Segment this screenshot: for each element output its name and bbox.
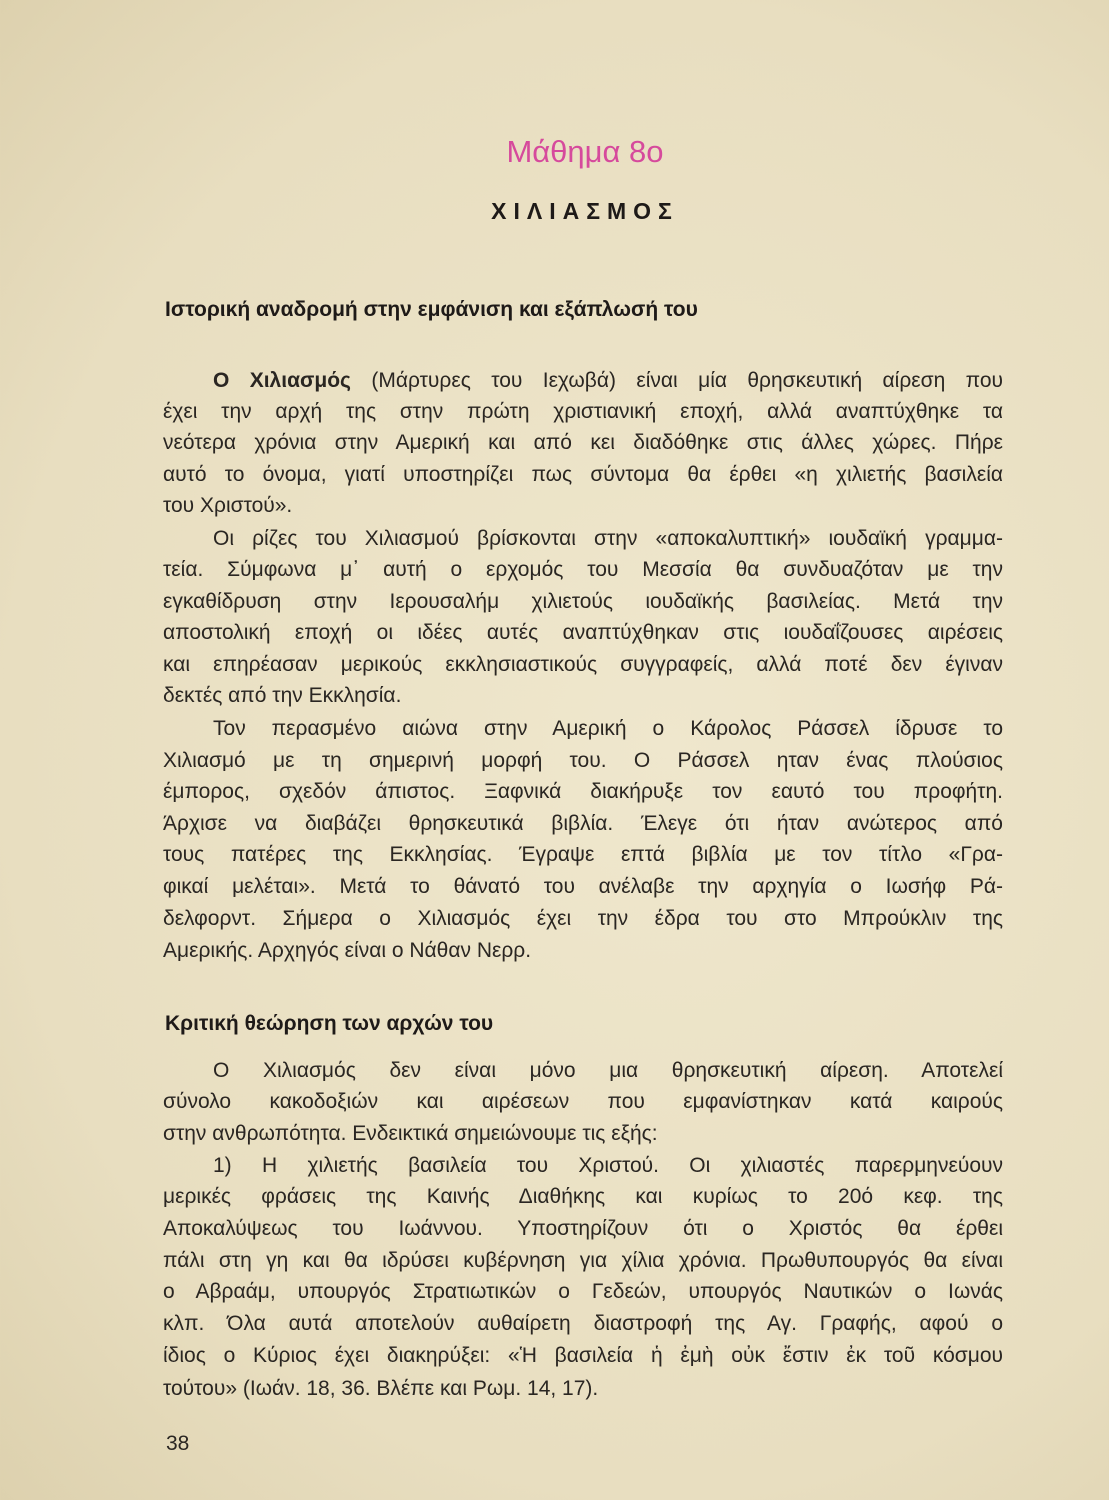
text-line: εγκαθίδρυση στην Ιερουσαλήμ χιλιετούς ιουδαϊκής βασιλείας. Μετά την [163,590,1003,613]
text-line: Αποκαλύψεως του Ιωάννου. Υποστηρίζουν ότι ο Χριστός θα έρθει [163,1217,1003,1240]
text-line: δεκτές από την Εκκλησία. [163,684,402,707]
text-line: ο Αβραάμ, υπουργός Στρατιωτικών ο Γεδεών, υπουργός Ναυτικών ο Ιωνάς [163,1280,1003,1303]
text-line: τους πατέρες της Εκκλησίας. Έγραψε επτά βιβλία με τον τίτλο «Γρα- [163,843,1003,866]
text-line: Άρχισε να διαβάζει θρησκευτικά βιβλία. Έλεγε ότι ήταν ανώτερος από [163,812,1003,835]
text-line: Ο Χιλιασμός δεν είναι μόνο μια θρησκευτική αίρεση. Αποτελεί [213,1059,1003,1082]
line-text: (Μάρτυρες του Ιεχωβά) είναι μία θρησκευτική αίρεση που [350,369,1003,392]
text-line: Χιλιασμό με τη σημερινή μορφή του. Ο Ράσσελ ηταν ένας πλούσιος [163,749,1003,772]
section-heading-critique: Κριτική θεώρηση των αρχών του [165,1012,494,1035]
lesson-title: Μάθημα 8ο [506,134,664,169]
text-line: τεία. Σύμφωνα μ᾽ αυτή ο ερχομός του Μεσσία θα συνδυαζόταν με την [163,558,1003,581]
text-line: ίδιος ο Κύριος έχει διακηρύξει: «Ἡ βασιλεία ἡ ἐμὴ οὐκ ἔστιν ἐκ τοῦ κόσμου [163,1344,1003,1367]
text-line: πάλι στη γη και θα ιδρύσει κυβέρνηση για χίλια χρόνια. Πρωθυπουργός θα είναι [163,1249,1003,1272]
text-line: του Χριστού». [163,494,293,517]
text-line: δελφορντ. Σήμερα ο Χιλιασμός έχει την έδρα του στο Μπρούκλιν της [163,907,1003,930]
page-number: 38 [166,1432,190,1455]
text-line: νεότερα χρόνια στην Αμερική και από κει διαδόθηκε στις άλλες χώρες. Πήρε [163,431,1003,454]
text-line: έχει την αρχή της στην πρώτη χριστιανική εποχή, αλλά αναπτύχθηκε τα [163,400,1003,423]
text-line: φικαί μελέται». Μετά το θάνατό του ανέλαβε την αρχηγία ο Ιωσήφ Ρά- [163,875,1003,898]
text-line: στην ανθρωπότητα. Ενδεικτικά σημειώνουμε τις εξής: [163,1122,658,1145]
chapter-title: ΧΙΛΙΑΣΜΟΣ [491,198,679,224]
text-line: και επηρέασαν μερικούς εκκλησιαστικούς συγγραφείς, αλλά ποτέ δεν έγιναν [163,653,1003,676]
text-line: κλπ. Όλα αυτά αποτελούν αυθαίρετη διαστροφή της Αγ. Γραφής, αφού ο [163,1312,1003,1335]
text-line: αποστολική εποχή οι ιδέες αυτές αναπτύχθηκαν στις ιουδαΐζουσες αιρέσεις [163,621,1003,644]
text-line: Τον περασμένο αιώνα στην Αμερική ο Κάρολος Ράσσελ ίδρυσε το [213,717,1003,740]
text-line: σύνολο κακοδοξιών και αιρέσεων που εμφανίστηκαν κατά καιρούς [163,1090,1003,1113]
section-heading-history: Ιστορική αναδρομή στην εμφάνιση και εξάπλωσή του [165,298,698,321]
text-line: 1) Η χιλιετής βασιλεία του Χριστού. Οι χιλιαστές παρερμηνεύουν [213,1154,1003,1177]
text-line: Αμερικής. Αρχηγός είναι ο Νάθαν Νερρ. [163,939,532,962]
lead-term: Ο Χιλιασμός [213,369,351,392]
text-line: αυτό το όνομα, γιατί υποστηρίζει πως σύντομα θα έρθει «η χιλιετής βασιλεία [163,463,1003,486]
text-line: μερικές φράσεις της Καινής Διαθήκης και κυρίως το 20ό κεφ. της [163,1185,1003,1208]
text-line: τούτου» (Ιωάν. 18, 36. Βλέπε και Ρωμ. 14, 17). [163,1377,599,1400]
text-line: έμπορος, σχεδόν άπιστος. Ξαφνικά διακήρυξε τον εαυτό του προφήτη. [163,780,1003,803]
text-line: Οι ρίζες του Χιλιασμού βρίσκονται στην «αποκαλυπτική» ιουδαϊκή γραμμα- [213,527,1003,550]
text-line [213,369,1003,393]
